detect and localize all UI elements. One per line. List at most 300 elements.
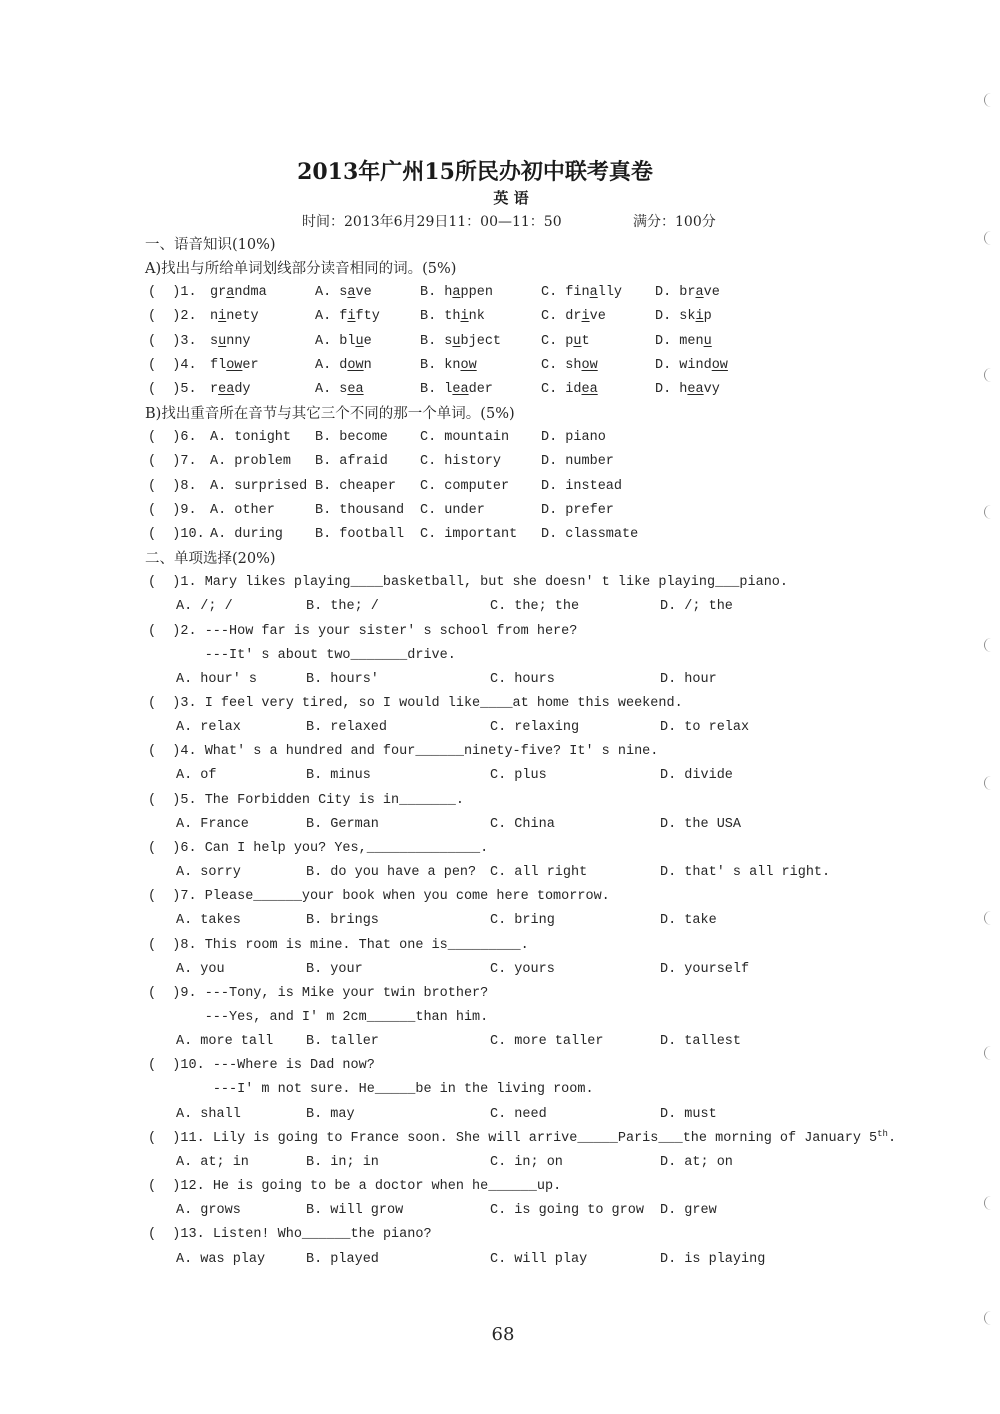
answer-option <box>420 305 485 329</box>
answer-option: B. the; / <box>306 599 379 615</box>
question-number: ( )9. <box>148 502 197 518</box>
binding-hole-mark <box>984 93 991 107</box>
answer-option: A. shall <box>176 1106 241 1122</box>
option-letter: B. <box>420 309 437 325</box>
question-stem <box>213 1223 432 1247</box>
answer-option: C. more taller <box>490 1034 604 1050</box>
answer-option <box>420 354 477 378</box>
option-letter: C. <box>541 333 558 349</box>
question-row <box>0 354 1000 378</box>
stem-text: ---Where is Dad now? <box>212 1058 375 1074</box>
question-number: ( )13. <box>148 1227 205 1243</box>
word-part: s <box>210 333 219 349</box>
word-part: gr <box>210 285 227 301</box>
underlined-letters: a <box>347 285 356 301</box>
superscript: th <box>877 1128 888 1139</box>
underlined-letters: u <box>573 333 582 349</box>
option-word <box>565 334 589 349</box>
answer-option: D. tallest <box>660 1034 742 1050</box>
option-letter: A. <box>315 309 332 325</box>
stem-text: I feel very tired, so I would like____at home this weekend. <box>204 695 683 711</box>
exam-title: 2013年广州15所民办初中联考真卷 <box>297 159 653 185</box>
question-stem <box>205 692 683 716</box>
answer-option: D. prefer <box>541 502 614 518</box>
option-word <box>565 358 597 373</box>
question-stem <box>205 885 610 909</box>
options-row <box>0 1199 1000 1223</box>
binding-hole-mark <box>984 231 991 245</box>
question-block <box>0 837 1000 861</box>
target-word <box>210 281 267 305</box>
binding-hole-mark <box>984 1311 991 1325</box>
answer-option: C. yours <box>490 961 555 977</box>
option-letter: A. <box>315 333 332 349</box>
word-part: s <box>339 285 348 301</box>
question-row <box>0 475 1000 499</box>
question-stem <box>213 1127 896 1151</box>
answer-option: D. grew <box>660 1203 717 1219</box>
word-part: bject <box>460 333 502 349</box>
question-number: ( )5. <box>148 792 197 808</box>
answer-option: A. you <box>176 961 225 977</box>
option-word <box>444 358 476 373</box>
answer-option: A. sorry <box>176 865 241 881</box>
stem-text: Mary likes playing____basketball, but she doesn' t like playing___piano. <box>204 575 788 591</box>
answer-option: D. instead <box>541 478 623 494</box>
word-part: dr <box>565 309 582 325</box>
instruction-line <box>0 402 1000 426</box>
word-part: n <box>210 309 219 325</box>
word-part: ndma <box>234 285 267 301</box>
question-number: ( )3. <box>148 333 197 349</box>
answer-option <box>541 354 598 378</box>
question-block <box>0 740 1000 764</box>
word-part: wind <box>679 357 712 373</box>
answer-option: A. during <box>210 526 283 542</box>
answer-option: A. at; in <box>176 1154 249 1170</box>
answer-option <box>315 330 372 354</box>
stem-line <box>205 644 578 668</box>
question-stem <box>213 1175 561 1199</box>
answer-option <box>655 354 728 378</box>
stem-line <box>205 740 659 764</box>
answer-option <box>655 305 712 329</box>
option-word <box>679 285 720 300</box>
word-part: sh <box>565 357 582 373</box>
binding-hole-mark <box>984 1046 991 1060</box>
option-letter: B. <box>420 285 437 301</box>
word-part: t <box>581 333 590 349</box>
question-block <box>0 934 1000 958</box>
answer-option: C. all right <box>490 865 588 881</box>
stem-text: Can I help you? Yes,______________. <box>204 840 489 856</box>
answer-option: B. may <box>306 1106 355 1122</box>
word-part: nny <box>226 333 251 349</box>
stem-text: He is going to be a doctor when he______up. <box>212 1179 562 1195</box>
answer-option: A. relax <box>176 720 241 736</box>
stem-text: Please______your book when you come here tomorrow. <box>204 889 610 905</box>
underlined-letters: ea <box>581 381 598 397</box>
answer-option: B. thousand <box>315 502 405 518</box>
page-number: 68 <box>491 1324 515 1345</box>
answer-option: D. hour <box>660 671 717 687</box>
stem-text: What' s a hundred and four______ninety-five? It' s nine. <box>204 744 659 760</box>
underlined-letters: i <box>347 309 356 325</box>
answer-option <box>541 378 598 402</box>
question-block <box>0 885 1000 909</box>
answer-option: D. at; on <box>660 1154 733 1170</box>
question-number: ( )11. <box>148 1130 205 1146</box>
answer-option: D. yourself <box>660 961 750 977</box>
word-part: kn <box>444 357 461 373</box>
question-number: ( )4. <box>148 357 197 373</box>
word-part: nk <box>468 309 485 325</box>
section-heading-line <box>0 233 1000 257</box>
option-letter: D. <box>655 357 672 373</box>
word-part: d <box>339 357 348 373</box>
word-part: bl <box>339 333 356 349</box>
answer-option: C. mountain <box>420 430 510 446</box>
question-stem <box>205 934 529 958</box>
answer-option: D. number <box>541 454 614 470</box>
word-part: vy <box>703 381 720 397</box>
stem-text: The Forbidden City is in_______. <box>204 792 464 808</box>
options-row <box>0 1248 1000 1272</box>
option-word <box>565 285 622 300</box>
subject-label: 英 语 <box>493 189 529 207</box>
answer-option: C. need <box>490 1106 547 1122</box>
options-row <box>0 813 1000 837</box>
answer-option <box>541 281 622 305</box>
binding-hole-mark <box>984 776 991 790</box>
question-block <box>0 789 1000 813</box>
word-part: f <box>339 309 348 325</box>
word-part: fin <box>565 285 590 301</box>
stem-line <box>205 571 788 595</box>
option-word <box>679 334 711 349</box>
stem-line <box>213 1175 561 1199</box>
answer-option: C. bring <box>490 913 555 929</box>
stem-tail: . <box>887 1130 897 1146</box>
binding-hole-mark <box>984 505 991 519</box>
underlined-letters: u <box>355 333 364 349</box>
option-letter: D. <box>655 333 672 349</box>
option-letter: D. <box>655 309 672 325</box>
question-number: ( )2. <box>148 309 197 325</box>
options-row <box>0 595 1000 619</box>
answer-option: C. China <box>490 816 555 832</box>
answer-option: A. takes <box>176 913 241 929</box>
stem-line <box>205 620 578 644</box>
word-part: th <box>444 309 461 325</box>
answer-option: B. become <box>315 430 388 446</box>
answer-option: A. grows <box>176 1203 241 1219</box>
section-heading: 二、单项选择(20%) <box>145 551 276 568</box>
exam-content <box>0 233 1000 1272</box>
stem-line <box>205 837 489 861</box>
question-block <box>0 982 1000 1030</box>
answer-option <box>315 305 380 329</box>
binding-hole-mark <box>984 1196 991 1210</box>
answer-option: C. important <box>420 526 518 542</box>
answer-option: B. in; in <box>306 1154 379 1170</box>
stem-text: Listen! Who______the piano? <box>212 1227 432 1243</box>
answer-option: C. relaxing <box>490 720 580 736</box>
answer-option: B. will grow <box>306 1203 404 1219</box>
question-number: ( )6. <box>148 430 197 446</box>
question-stem <box>205 789 464 813</box>
question-block <box>0 1127 1000 1151</box>
answer-option: C. hours <box>490 671 555 687</box>
option-word <box>339 334 371 349</box>
part-instruction: B)找出重音所在音节与其它三个不同的那一个单词。(5%) <box>145 406 515 423</box>
answer-option: B. played <box>306 1251 379 1267</box>
word-part: h <box>679 381 688 397</box>
option-word <box>339 309 380 324</box>
stem-text: ---Tony, is Mike your twin brother? <box>204 985 489 1001</box>
stem-line <box>205 789 464 813</box>
answer-option: D. piano <box>541 430 606 446</box>
answer-option: A. of <box>176 768 217 784</box>
stem-line <box>205 982 489 1006</box>
underlined-letters: i <box>581 309 590 325</box>
word-part: s <box>339 381 348 397</box>
question-number: ( )1. <box>148 285 197 301</box>
question-number: ( )8. <box>148 478 197 494</box>
answer-option: C. the; the <box>490 599 580 615</box>
question-number: ( )3. <box>148 695 197 711</box>
option-letter: D. <box>655 285 672 301</box>
question-row <box>0 499 1000 523</box>
answer-option: C. under <box>420 502 485 518</box>
option-word <box>565 309 606 324</box>
question-number: ( )4. <box>148 744 197 760</box>
word-part: fty <box>355 309 380 325</box>
question-row <box>0 305 1000 329</box>
word-part: sk <box>679 309 696 325</box>
option-letter: A. <box>315 357 332 373</box>
underlined-letters: ea <box>452 381 469 397</box>
exam-time: 时间：2013年6月29日11：00—11：50 <box>302 214 562 230</box>
option-word <box>565 382 597 397</box>
question-stem <box>213 1054 594 1102</box>
underlined-letters: a <box>452 285 461 301</box>
options-row <box>0 1103 1000 1127</box>
stem-line <box>213 1223 432 1247</box>
underlined-letters: ow <box>460 357 477 373</box>
underlined-letters: u <box>452 333 461 349</box>
options-row <box>0 909 1000 933</box>
options-row <box>0 764 1000 788</box>
question-number: ( )9. <box>148 985 197 1001</box>
word-part: ve <box>703 285 720 301</box>
stem-line <box>205 1006 489 1030</box>
answer-option: D. must <box>660 1106 717 1122</box>
option-letter: C. <box>541 357 558 373</box>
underlined-letters: i <box>695 309 704 325</box>
stem-text: ---How far is your sister' s school from here? <box>204 623 578 639</box>
answer-option: D. is playing <box>660 1251 766 1267</box>
binding-hole-mark <box>984 638 991 652</box>
word-part: p <box>565 333 574 349</box>
target-word <box>210 330 251 354</box>
answer-option <box>315 281 372 305</box>
word-part: nety <box>226 309 259 325</box>
instruction-line <box>0 257 1000 281</box>
underlined-letters: ea <box>347 381 364 397</box>
option-word <box>444 309 485 324</box>
answer-option <box>420 281 493 305</box>
answer-option: B. relaxed <box>306 720 388 736</box>
underlined-letters: i <box>218 309 227 325</box>
question-number: ( )6. <box>148 840 197 856</box>
option-word <box>679 309 711 324</box>
answer-option: A. more tall <box>176 1034 274 1050</box>
answer-option: A. tonight <box>210 430 292 446</box>
option-letter: B. <box>420 357 437 373</box>
answer-option: C. will play <box>490 1251 588 1267</box>
answer-option <box>655 378 720 402</box>
options-row <box>0 1030 1000 1054</box>
answer-option: B. German <box>306 816 379 832</box>
question-number: ( )10. <box>148 1058 205 1074</box>
question-row <box>0 378 1000 402</box>
section-heading: 一、语音知识(10%) <box>145 237 276 253</box>
question-row <box>0 450 1000 474</box>
question-row <box>0 281 1000 305</box>
answer-option: D. to relax <box>660 720 750 736</box>
answer-option: C. is going to grow <box>490 1203 644 1219</box>
answer-option: B. do you have a pen? <box>306 865 477 881</box>
stem-line <box>205 692 683 716</box>
answer-option: C. in; on <box>490 1154 563 1170</box>
stem-line <box>213 1078 594 1102</box>
answer-option: B. hours' <box>306 671 379 687</box>
options-row <box>0 716 1000 740</box>
answer-option: A. was play <box>176 1251 266 1267</box>
answer-option <box>541 305 606 329</box>
question-number: ( )10. <box>148 526 205 542</box>
target-word <box>210 305 259 329</box>
question-stem <box>205 740 659 764</box>
answer-option: D. /; the <box>660 599 733 615</box>
stem-text: ---Yes, and I' m 2cm______than him. <box>204 1010 489 1025</box>
answer-option: A. /; / <box>176 599 233 615</box>
target-word <box>210 378 251 402</box>
question-number: ( )5. <box>148 381 197 397</box>
question-block <box>0 620 1000 668</box>
question-stem <box>205 837 489 861</box>
word-part: p <box>703 309 712 325</box>
word-part: l <box>444 381 453 397</box>
stem-line <box>213 1054 594 1078</box>
option-letter: C. <box>541 285 558 301</box>
question-stem <box>205 571 788 595</box>
word-part: e <box>363 333 372 349</box>
answer-option: C. history <box>420 454 502 470</box>
answer-option: B. minus <box>306 768 371 784</box>
option-word <box>444 334 501 349</box>
word-part: id <box>565 381 582 397</box>
underlined-letters: a <box>226 285 235 301</box>
answer-option: C. plus <box>490 768 547 784</box>
underlined-letters: ow <box>711 357 728 373</box>
option-letter: A. <box>315 381 332 397</box>
answer-option: A. surprised <box>210 478 308 494</box>
option-letter: B. <box>420 381 437 397</box>
options-row <box>0 668 1000 692</box>
underlined-letters: a <box>589 285 598 301</box>
option-word <box>444 285 493 300</box>
option-letter: C. <box>541 309 558 325</box>
question-number: ( )7. <box>148 889 197 905</box>
option-letter: A. <box>315 285 332 301</box>
underlined-letters: a <box>695 285 704 301</box>
answer-option: B. cheaper <box>315 478 397 494</box>
underlined-letters: ow <box>226 357 243 373</box>
answer-option: A. other <box>210 502 275 518</box>
word-part: er <box>242 357 259 373</box>
part-instruction: A)找出与所给单词划线部分读音相同的词。(5%) <box>145 261 457 278</box>
answer-option: B. football <box>315 526 405 542</box>
stem-text: This room is mine. That one is_________. <box>204 937 529 953</box>
option-word <box>339 382 363 397</box>
word-part: men <box>679 333 704 349</box>
word-part: s <box>444 333 453 349</box>
underlined-letters: u <box>218 333 227 349</box>
stem-text: ---I' m not sure. He_____be in the living room. <box>212 1082 594 1098</box>
stem-line <box>205 885 610 909</box>
answer-option: D. that' s all right. <box>660 865 831 881</box>
option-word <box>444 382 493 397</box>
answer-option: B. taller <box>306 1034 379 1050</box>
underlined-letters: i <box>460 309 469 325</box>
answer-option: A. hour' s <box>176 671 258 687</box>
word-part: ppen <box>460 285 493 301</box>
answer-option <box>655 330 712 354</box>
stem-line <box>205 934 529 958</box>
word-part: der <box>468 381 493 397</box>
options-row <box>0 958 1000 982</box>
option-letter: B. <box>420 333 437 349</box>
option-letter: C. <box>541 381 558 397</box>
option-word <box>339 285 371 300</box>
question-block <box>0 571 1000 595</box>
answer-option <box>541 330 590 354</box>
word-part: br <box>679 285 696 301</box>
answer-option <box>315 378 364 402</box>
answer-option <box>655 281 720 305</box>
option-letter: D. <box>655 381 672 397</box>
question-block <box>0 1175 1000 1199</box>
options-row <box>0 1151 1000 1175</box>
word-part: n <box>363 357 372 373</box>
target-word <box>210 354 259 378</box>
word-part: dy <box>234 381 251 397</box>
word-part: h <box>444 285 453 301</box>
answer-option: D. the USA <box>660 816 742 832</box>
full-score: 满分：100分 <box>633 214 716 230</box>
underlined-letters: ea <box>687 381 704 397</box>
answer-option: B. brings <box>306 913 379 929</box>
answer-option <box>315 354 372 378</box>
option-word <box>679 358 728 373</box>
option-word <box>679 382 720 397</box>
answer-option: D. classmate <box>541 526 639 542</box>
word-part: ve <box>589 309 606 325</box>
question-row <box>0 523 1000 547</box>
answer-option <box>420 330 501 354</box>
